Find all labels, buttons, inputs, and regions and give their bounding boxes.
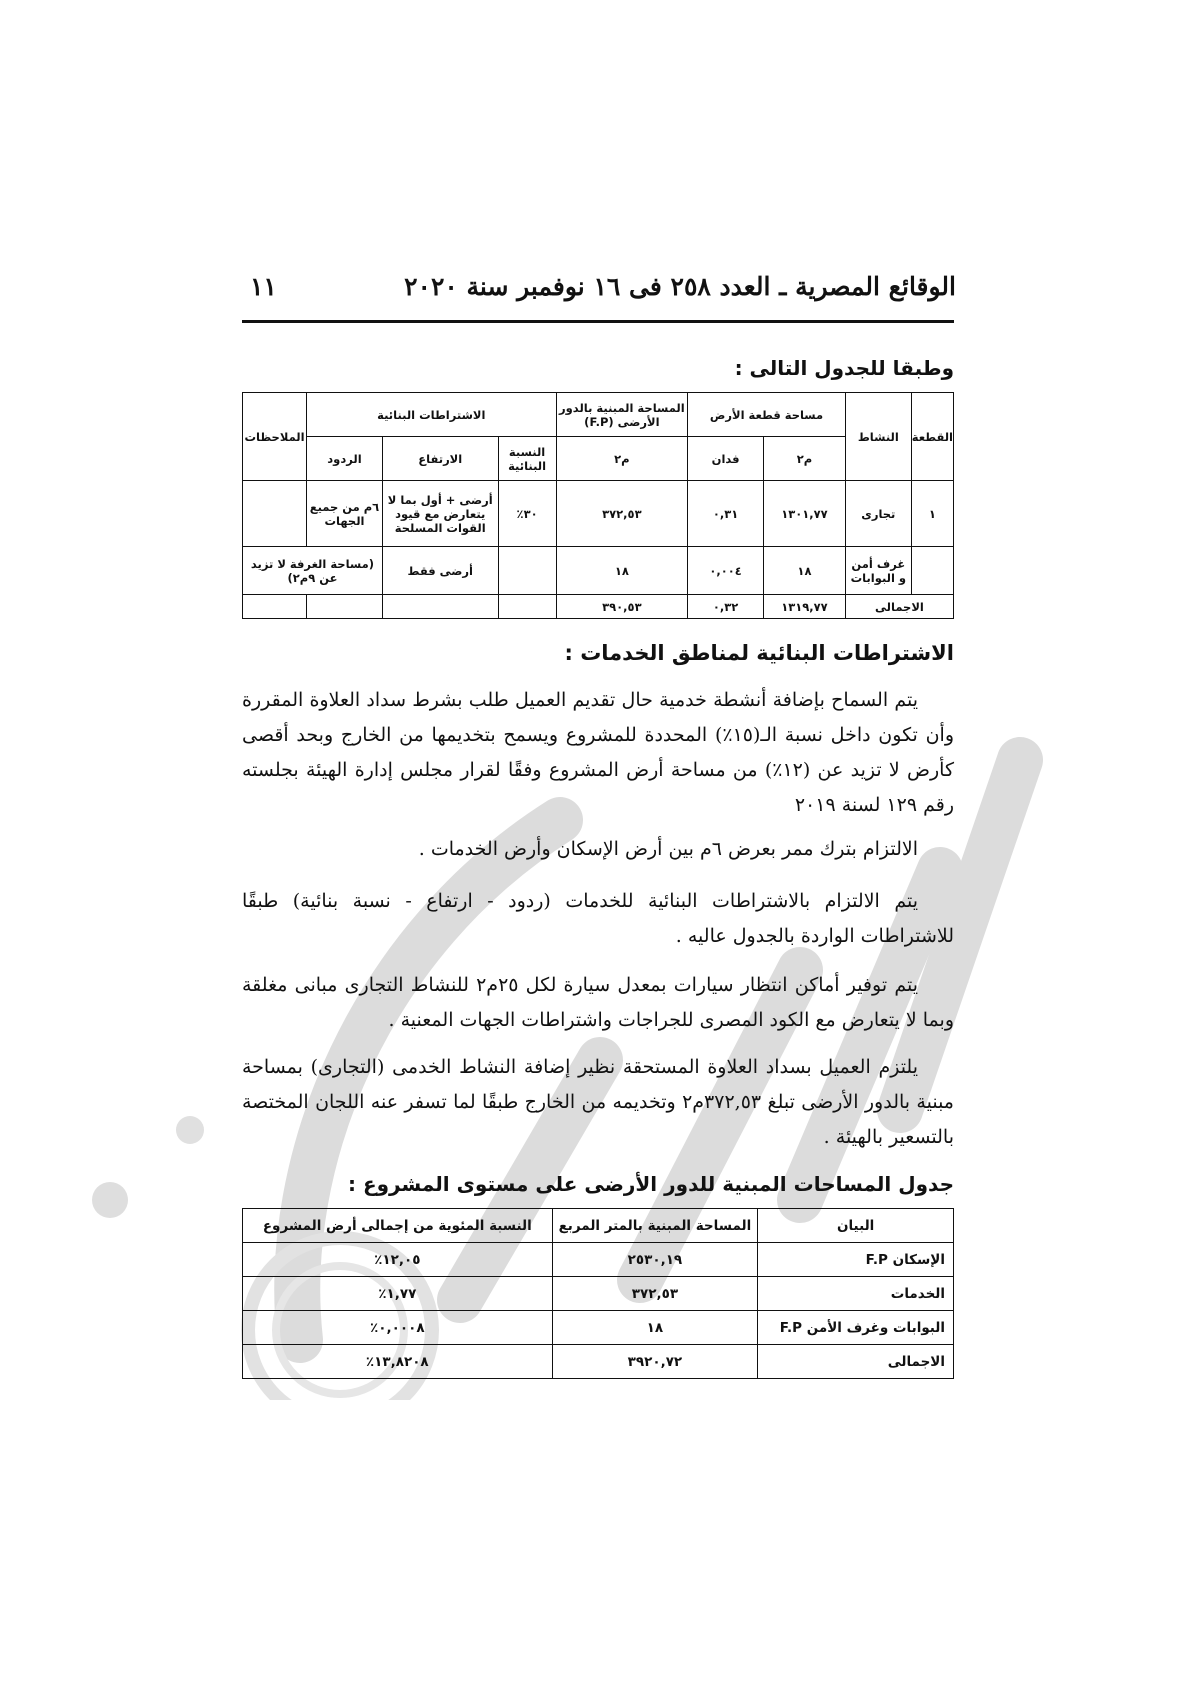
table-total-row [243, 1345, 954, 1379]
header-notes: الملاحظات [243, 393, 307, 481]
header-conditions: الاشتراطات البنائية [307, 393, 557, 437]
header-m2: م٢ [764, 437, 846, 481]
cell-setbacks: ٦م من جميع الجهات [307, 481, 383, 547]
table-header-row [243, 1209, 954, 1243]
paragraph [242, 968, 954, 1038]
cell-height: أرضى + أول بما لا يتعارض مع قيود القوات المسلحة [382, 481, 498, 547]
cell-percent: ١٢,٠٥٪ [243, 1243, 553, 1277]
table-row [243, 1277, 954, 1311]
cell-ratio: ٣٠٪ [498, 481, 556, 547]
paragraph [242, 683, 954, 823]
section-title: الاشتراطات البنائية لمناطق الخدمات : [564, 641, 954, 665]
cell-feddan: ٠,٣١ [688, 481, 764, 547]
header-percentage: النسبة المئوية من إجمالى أرض المشروع [243, 1209, 553, 1243]
paragraph-text: يتم السماح بإضافة أنشطة خدمية حال تقديم العميل طلب بشرط سداد العلاوة المقررة وأن تكون داخل نسبة الـ(١٥٪) المحددة للمشروع ويسمح بتخديمها من الخارج وبحد أقصى كأرض لا تزيد عن (١٢٪) من مساحة أرض المشروع وفقًا لقرار مجلس إدارة الهيئة بجلسته رقم ١٢٩ لسنة ٢٠١٩ [242, 689, 954, 816]
cell-plot [911, 547, 953, 595]
cell-percent: ١,٧٧٪ [243, 1277, 553, 1311]
cell-item: الاجمالى [758, 1345, 954, 1379]
gazette-title: الوقائع المصرية ـ العدد ٢٥٨ فى ١٦ نوفمبر سنة ٢٠٢٠ [404, 272, 956, 301]
cell-area: ٢٥٣٠,١٩ [552, 1243, 758, 1277]
paragraph-text: الالتزام بترك ممر بعرض ٦م بين أرض الإسكان وأرض الخدمات . [418, 838, 918, 860]
cell-percent: ٠,٠٠٠٨٪ [243, 1311, 553, 1345]
header-rule [242, 320, 954, 323]
cell-item: الخدمات [758, 1277, 954, 1311]
cell-plot: ١ [911, 481, 953, 547]
page-header [236, 272, 956, 312]
paragraph [242, 884, 954, 954]
cell-total-label: الاجمالى [845, 595, 953, 619]
paragraph [242, 832, 954, 867]
header-height: الارتفاع [382, 437, 498, 481]
cell-fp: ١٨ [556, 547, 688, 595]
land-conditions-table [242, 392, 954, 619]
cell-item: البوابات وغرف الأمن F.P [758, 1311, 954, 1345]
paragraph [242, 1050, 954, 1155]
header-built-area: المساحة المبنية بالمتر المربع [552, 1209, 758, 1243]
cell-total-m2: ١٣١٩,٧٧ [764, 595, 846, 619]
cell-ratio [498, 547, 556, 595]
cell-area: ٣٧٢,٥٣ [552, 1277, 758, 1311]
header-setbacks: الردود [307, 437, 383, 481]
built-areas-table [242, 1208, 954, 1379]
header-item: البيان [758, 1209, 954, 1243]
paragraph-text: يتم الالتزام بالاشتراطات البنائية للخدمات (ردود - ارتفاع - نسبة بنائية) طبقًا للاشتراطات الواردة بالجدول عاليه . [242, 890, 954, 947]
cell-percent: ١٣,٨٢٠٨٪ [243, 1345, 553, 1379]
cell-feddan: ٠,٠٠٤ [688, 547, 764, 595]
table-row [243, 1311, 954, 1345]
header-plot: القطعة [911, 393, 953, 481]
table2-title: جدول المساحات المبنية للدور الأرضى على مستوى المشروع : [348, 1172, 954, 1196]
paragraph-text: يلتزم العميل بسداد العلاوة المستحقة نظير إضافة النشاط الخدمى (التجارى) بمساحة مبنية بالدور الأرضى تبلغ ٣٧٢,٥٣م٢ وتخديمه من الخارج طبقًا لما تسفر عنه اللجان المختصة بالتسعير بالهيئة . [242, 1056, 954, 1148]
cell-activity: غرف أمن و البوابات [845, 547, 911, 595]
header-ratio: النسبة البنائية [498, 437, 556, 481]
header-land-area: مساحة قطعة الأرض [688, 393, 846, 437]
page-number: ١١ [250, 272, 277, 301]
cell-fp: ٣٧٢,٥٣ [556, 481, 688, 547]
cell-item: الإسكان F.P [758, 1243, 954, 1277]
table-total-row [243, 595, 954, 619]
header-fp-area: المساحة المبنية بالدور الأرضى (F.P) [556, 393, 688, 437]
cell-notes [243, 481, 307, 547]
table-row [243, 547, 954, 595]
header-activity: النشاط [845, 393, 911, 481]
cell-total-fp: ٣٩٠,٥٣ [556, 595, 688, 619]
cell-notes: (مساحة الغرفة لا تزيد عن ٩م٢) [243, 547, 383, 595]
header-fp-m2: م٢ [556, 437, 688, 481]
table1-title: وطبقا للجدول التالى : [734, 356, 954, 380]
cell-area: ١٨ [552, 1311, 758, 1345]
cell-area: ٣٩٢٠,٧٢ [552, 1345, 758, 1379]
table-row [243, 481, 954, 547]
paragraph-text: يتم توفير أماكن انتظار سيارات بمعدل سيارة لكل ٢٥م٢ للنشاط التجارى مبانى مغلقة وبما لا يتعارض مع الكود المصرى للجراجات واشتراطات الجهات المعنية . [242, 974, 954, 1031]
header-feddan: فدان [688, 437, 764, 481]
cell-m2: ١٣٠١,٧٧ [764, 481, 846, 547]
cell-m2: ١٨ [764, 547, 846, 595]
table-row [243, 1243, 954, 1277]
cell-height: أرضى فقط [382, 547, 498, 595]
cell-total-feddan: ٠,٣٢ [688, 595, 764, 619]
cell-activity: تجارى [845, 481, 911, 547]
